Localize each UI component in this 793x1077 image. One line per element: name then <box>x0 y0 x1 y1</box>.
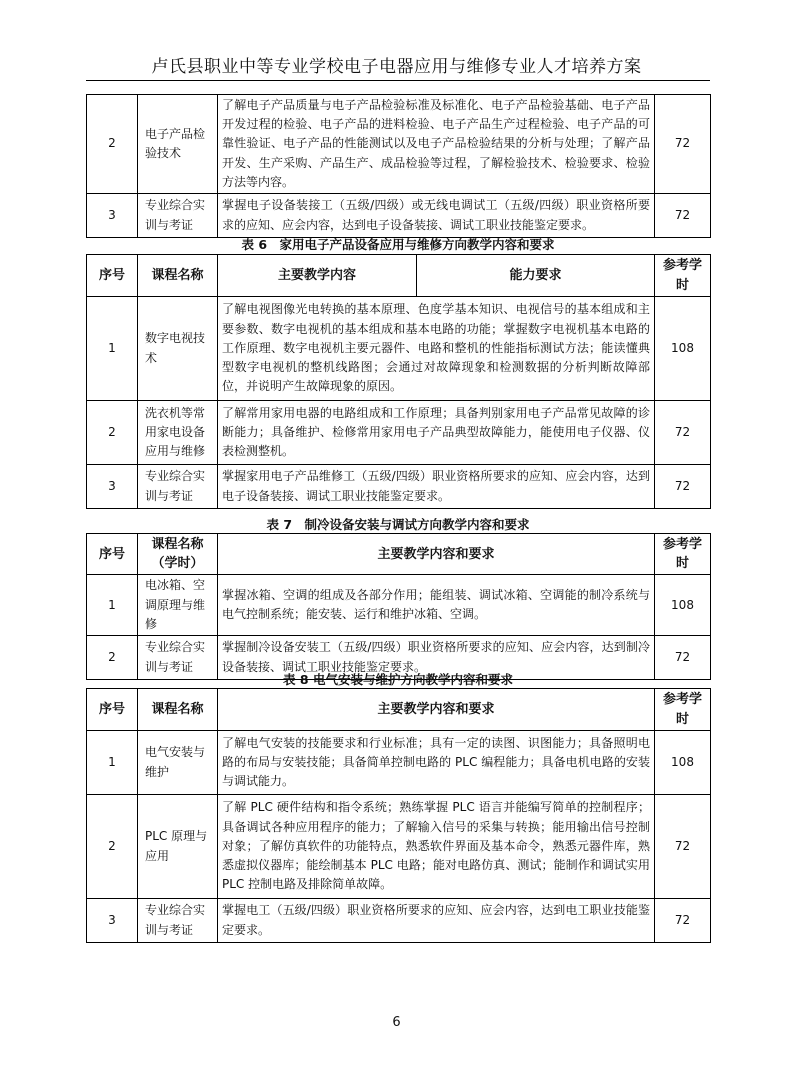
row-number: 1 <box>87 731 138 795</box>
table-row <box>87 194 711 238</box>
course-hours: 72 <box>655 465 711 509</box>
course-hours: 72 <box>655 401 711 465</box>
header-rule <box>86 80 710 81</box>
course-content: 了解 PLC 硬件结构和指令系统；熟练掌握 PLC 语言并能编写简单的控制程序；具备调试各种应用程序的能力；了解输入信号的采集与转换；能用输出信号控制对象；了解仿真软件的功能特点，熟悉软件界面及基本命令，熟悉元器件库，熟悉虚拟仪器库；能绘制基本 PLC 电路；能对电路仿真、测试；能制作和调试实用 PLC 控制电路及排除简单故障。 <box>218 795 655 899</box>
header-name: 课程名称（学时） <box>138 534 218 575</box>
table-row <box>87 95 711 194</box>
table-row <box>87 465 711 509</box>
table7-caption: 表 7 制冷设备安装与调试方向教学内容和要求 <box>266 517 530 532</box>
course-content: 掌握电子设备装接工（五级/四级）或无线电调试工（五级/四级）职业资格所要求的应知、应会内容，达到电子设备装接、调试工职业技能鉴定要求。 <box>218 194 655 238</box>
course-content: 掌握制冷设备安装工（五级/四级）职业资格所要求的应知、应会内容，达到制冷设备装接、调试工职业技能鉴定要求。 <box>218 636 655 680</box>
table6-caption: 表 6 家用电子产品设备应用与维修方向教学内容和要求 <box>241 237 555 252</box>
course-name: 电子产品检验技术 <box>138 95 218 194</box>
row-number: 3 <box>87 194 138 238</box>
course-hours: 108 <box>655 731 711 795</box>
page-number: 6 <box>392 1015 401 1030</box>
course-name: 数字电视技术 <box>138 297 218 401</box>
header-content: 主要教学内容和要求 <box>218 534 655 575</box>
table6 <box>86 254 711 509</box>
header-hours: 参考学时 <box>655 255 711 297</box>
course-hours: 72 <box>655 795 711 899</box>
course-content: 掌握冰箱、空调的组成及各部分作用；能组装、调试冰箱、空调能的制冷系统与电气控制系统；能安装、运行和维护冰箱、空调。 <box>218 575 655 636</box>
course-content: 了解常用家用电器的电路组成和工作原理；具备判别家用电子产品常见故障的诊断能力；具备维护、检修常用家用电子产品典型故障能力，能使用电子仪器、仪表检测整机。 <box>218 401 655 465</box>
table-row <box>87 575 711 636</box>
table-top-continued <box>86 94 711 238</box>
row-number: 2 <box>87 795 138 899</box>
row-number: 2 <box>87 95 138 194</box>
header-content: 主要教学内容 <box>218 255 417 297</box>
table-row <box>87 899 711 943</box>
header-no: 序号 <box>87 255 138 297</box>
course-name: 专业综合实训与考证 <box>138 899 218 943</box>
table-row <box>87 795 711 899</box>
course-content: 了解电气安装的技能要求和行业标准；具有一定的读图、识图能力；具备照明电路的布局与安装技能；具备简单控制电路的 PLC 编程能力；具备电机电路的安装与调试能力。 <box>218 731 655 795</box>
row-number: 3 <box>87 899 138 943</box>
header-hours: 参考学时 <box>655 689 711 731</box>
row-number: 2 <box>87 401 138 465</box>
course-content: 掌握家用电子产品维修工（五级/四级）职业资格所要求的应知、应会内容，达到电子设备装接、调试工职业技能鉴定要求。 <box>218 465 655 509</box>
course-name: 电气安装与维护 <box>138 731 218 795</box>
header-no: 序号 <box>87 534 138 575</box>
header-content: 主要教学内容和要求 <box>218 689 655 731</box>
header-name: 课程名称 <box>138 689 218 731</box>
page-header-title: 卢氏县职业中等专业学校电子电器应用与维修专业人才培养方案 <box>151 57 642 77</box>
header-hours: 参考学时 <box>655 534 711 575</box>
header-no: 序号 <box>87 689 138 731</box>
course-hours: 72 <box>655 95 711 194</box>
header-name: 课程名称 <box>138 255 218 297</box>
course-name: 专业综合实训与考证 <box>138 465 218 509</box>
course-hours: 72 <box>655 194 711 238</box>
row-number: 2 <box>87 636 138 680</box>
course-content: 了解电子产品质量与电子产品检验标准及标准化、电子产品检验基础、电子产品开发过程的检验、电子产品的进料检验、电子产品生产过程检验、电子产品的可靠性验证、电子产品的性能测试以及电子产品检验结果的分析与处理；了解产品开发、生产采购、产品生产、成品检验等过程，了解检验技术、检验要求、检验方法等内容。 <box>218 95 655 194</box>
table8-caption: 表 8 电气安装与维护方向教学内容和要求 <box>283 672 513 687</box>
course-name: PLC 原理与应用 <box>138 795 218 899</box>
table-row <box>87 297 711 401</box>
row-number: 1 <box>87 297 138 401</box>
table8 <box>86 688 711 943</box>
row-number: 1 <box>87 575 138 636</box>
course-content: 掌握电工（五级/四级）职业资格所要求的应知、应会内容，达到电工职业技能鉴定要求。 <box>218 899 655 943</box>
table-header-row <box>87 534 711 575</box>
course-name: 专业综合实训与考证 <box>138 194 218 238</box>
row-number: 3 <box>87 465 138 509</box>
table-row <box>87 731 711 795</box>
table-header-row <box>87 255 711 297</box>
course-hours: 72 <box>655 899 711 943</box>
header-ability: 能力要求 <box>417 255 655 297</box>
table-header-row <box>87 689 711 731</box>
course-hours: 108 <box>655 575 711 636</box>
course-name: 电冰箱、空调原理与维修 <box>138 575 218 636</box>
table-row <box>87 401 711 465</box>
course-hours: 72 <box>655 636 711 680</box>
table7 <box>86 533 711 680</box>
course-content: 了解电视图像光电转换的基本原理、色度学基本知识、电视信号的基本组成和主要参数、数字电视机的基本组成和基本电路的功能；掌握数字电视机基本电路的工作原理、数字电视机主要元器件、电路和整机的性能指标测试方法；能读懂典型数字电视机的整机线路图；会通过对故障现象和检测数据的分析判断故障部位，并说明产生故障现象的原因。 <box>218 297 655 401</box>
course-name: 洗衣机等常用家电设备应用与维修 <box>138 401 218 465</box>
course-hours: 108 <box>655 297 711 401</box>
course-name: 专业综合实训与考证 <box>138 636 218 680</box>
